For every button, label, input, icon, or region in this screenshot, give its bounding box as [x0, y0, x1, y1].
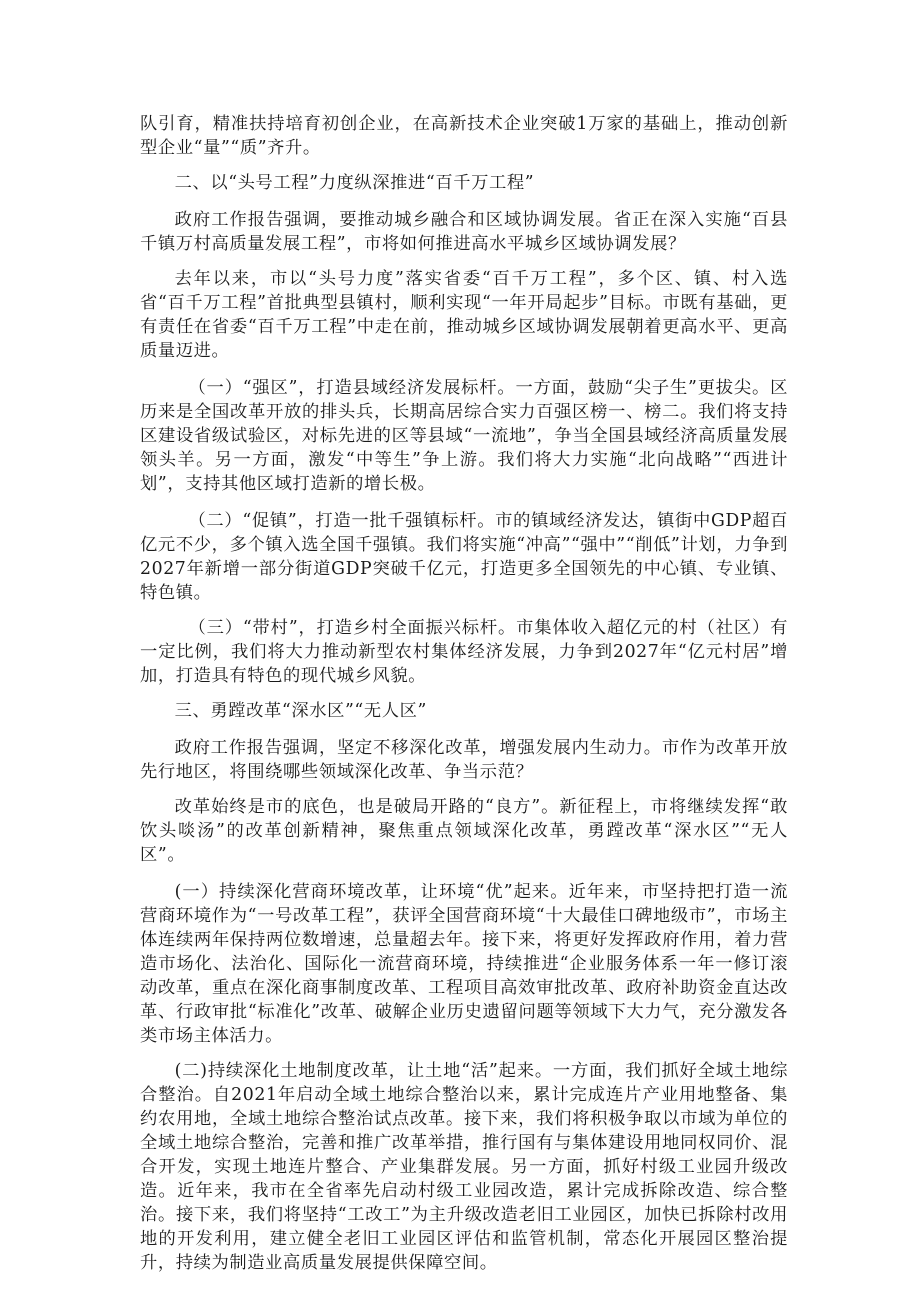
paragraph-business-environment: (一）持续深化营商环境改革，让环境“优”起来。近年来，市坚持把打造一流营商环境作为“一号改革工程”，获评全国营商环境“十大最佳口碑地级市”，市场主体连续两年保持两位数增速，总量超去年。接下来，将更好发挥政府作用，着力营造市场化、法治化、国际化一流营商环境，持续推进“企业服务体系一年一修订滚动改革，重点在深化商事制度改革、工程项目高效审批改革、政府补助资金直达改革、行政审批“标准化”改革、破解企业历史遗留问题等领域下大力气，充分激发各类市场主体活力。 — [140, 882, 788, 1046]
paragraph-promote-town: （二）“促镇”，打造一批千强镇标杆。市的镇域经济发达，镇街中GDP超百亿元不少，多个镇入选全国千强镇。我们将实施“冲高”“强中”“削低”计划，力争到2027年新增一部分街道GDP突破千亿元，打造更多全国领先的中心镇、专业镇、特色镇。 — [140, 511, 788, 603]
paragraph-answer-2: 去年以来，市以“头号力度”落实省委“百千万工程”，多个区、镇、村入选省“百千万工程”首批典型县镇村，顺利实现“一年开局起步”目标。市既有基础，更有责任在省委“百千万工程”中走在前，推动城乡区域协调发展朝着更高水平、更高质量迈进。 — [140, 269, 788, 361]
paragraph-land-reform: (二)持续深化土地制度改革，让土地“活”起来。一方面，我们抓好全域土地综合整治。自2021年启动全域土地综合整治以来，累计完成连片产业用地整备、集约农用地，全域土地综合整治试点改革。接下来，我们将积极争取以市域为单位的全域土地综合整治，完善和推广改革举措，推行国有与集体建设用地同权同价、混合开发，实现土地连片整合、产业集群发展。另一方面，抓好村级工业园升级改造。近年来，我市在全省率先启动村级工业园改造，累计完成拆除改造、综合整治。接下来，我们将坚持“工改工”为主升级改造老旧工业园区，加快已拆除村改用地的开发利用，建立健全老旧工业园区评估和监管机制，常态化开展园区整治提升，持续为制造业高质量发展提供保障空间。 — [140, 1061, 788, 1273]
document-page — [140, 112, 788, 1275]
paragraph-question-3: 政府工作报告强调，坚定不移深化改革，增强发展内生动力。市作为改革开放先行地区，将围绕哪些领域深化改革、争当示范？ — [140, 738, 788, 782]
section-heading-3: 三、勇蹚改革“深水区”“无人区” — [174, 701, 427, 721]
paragraph-lead-village: （三）“带村”，打造乡村全面振兴标杆。市集体收入超亿元的村（社区）有一定比例，我们将大力推动新型农村集体经济发展，力争到2027年“亿元村居”增加，打造具有特色的现代城乡风貌。 — [140, 618, 788, 686]
paragraph-intro: 队引育，精准扶持培育初创企业，在高新技术企业突破1万家的基础上，推动创新型企业“量”“质”齐升。 — [140, 114, 788, 158]
section-heading-2: 二、以“头号工程”力度纵深推进“百千万工程” — [174, 173, 535, 193]
paragraph-answer-3: 改革始终是市的底色，也是破局开路的“良方”。新征程上，市将继续发挥“敢饮头啖汤”的改革创新精神，聚焦重点领域深化改革，勇蹚改革“深水区”“无人区”。 — [140, 797, 788, 865]
paragraph-strong-district: （一）“强区”，打造县域经济发展标杆。一方面，鼓励“尖子生”更拔尖。区历来是全国改革开放的排头兵，长期高居综合实力百强区榜一、榜二。我们将支持区建设省级试验区，对标先进的区等县域“一流地”，争当全国县域经济高质量发展领头羊。另一方面，激发“中等生”争上游。我们将大力实施“北向战略”“西进计划”，支持其他区域打造新的增长极。 — [140, 378, 788, 494]
paragraph-question-2: 政府工作报告强调，要推动城乡融合和区域协调发展。省正在深入实施“百县千镇万村高质量发展工程”，市将如何推进高水平城乡区域协调发展？ — [140, 210, 788, 254]
